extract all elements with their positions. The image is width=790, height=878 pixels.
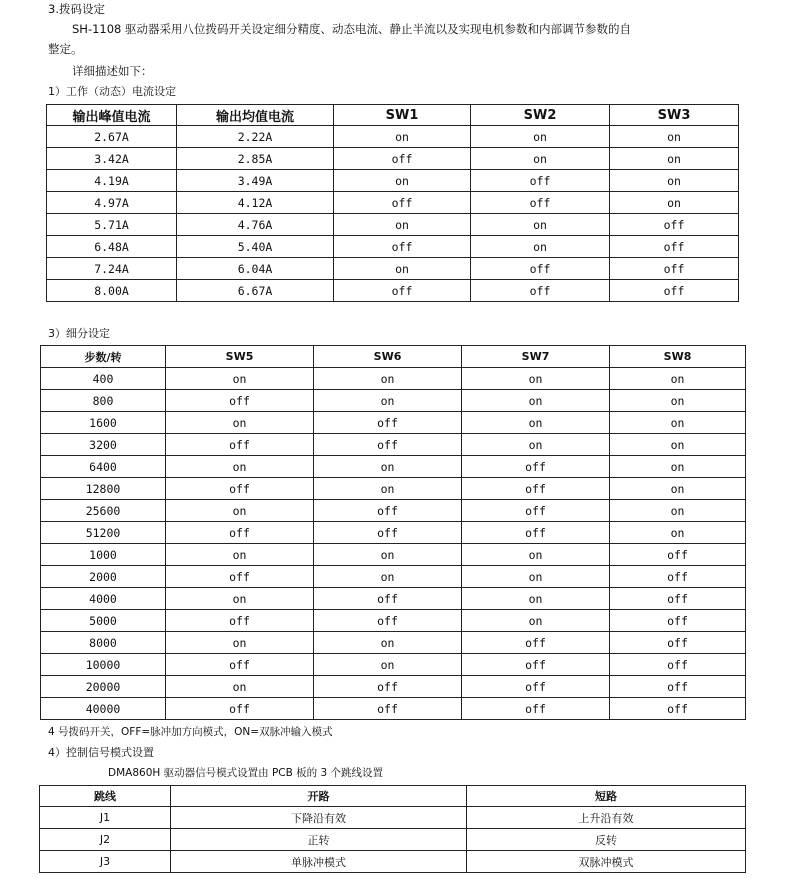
table-cell: on bbox=[334, 258, 471, 280]
table-cell: 51200 bbox=[41, 522, 166, 544]
current-setting-table bbox=[46, 104, 739, 302]
table-cell: 2.85A bbox=[177, 148, 334, 170]
table-cell: 2.22A bbox=[177, 126, 334, 148]
column-header: 跳线 bbox=[40, 786, 171, 807]
column-header: SW1 bbox=[334, 105, 471, 126]
table-row bbox=[41, 610, 746, 632]
table-cell: on bbox=[166, 412, 314, 434]
table-cell: on bbox=[471, 214, 610, 236]
table-cell: on bbox=[471, 236, 610, 258]
table-cell: off bbox=[471, 258, 610, 280]
table-cell: 7.24A bbox=[47, 258, 177, 280]
table-cell: on bbox=[462, 412, 610, 434]
table-cell: off bbox=[314, 412, 462, 434]
table-row bbox=[41, 522, 746, 544]
table-cell: on bbox=[462, 610, 610, 632]
table-cell: off bbox=[610, 258, 739, 280]
table-cell: 6.48A bbox=[47, 236, 177, 258]
jumper-caption: DMA860H 驱动器信号模式设置由 PCB 板的 3 个跳线设置 bbox=[108, 767, 383, 779]
table-cell: on bbox=[166, 500, 314, 522]
table-cell: on bbox=[610, 456, 746, 478]
column-header: 开路 bbox=[171, 786, 467, 807]
table-cell: on bbox=[610, 390, 746, 412]
table-cell: on bbox=[314, 544, 462, 566]
table-cell: off bbox=[334, 192, 471, 214]
table-row bbox=[40, 829, 746, 851]
table-cell: on bbox=[314, 368, 462, 390]
table-row bbox=[47, 148, 739, 170]
intro-paragraph-line2: 整定。 bbox=[48, 42, 83, 56]
column-header: 步数/转 bbox=[41, 346, 166, 368]
table-cell: on bbox=[166, 368, 314, 390]
table-row bbox=[40, 807, 746, 829]
table-cell: off bbox=[610, 610, 746, 632]
table-cell: 25600 bbox=[41, 500, 166, 522]
current-setting-heading: 1）工作（动态）电流设定 bbox=[48, 85, 176, 98]
table-cell: J3 bbox=[40, 851, 171, 873]
table-cell: off bbox=[471, 280, 610, 302]
table-cell: off bbox=[610, 544, 746, 566]
table-cell: 双脉冲模式 bbox=[467, 851, 746, 873]
table-cell: off bbox=[166, 390, 314, 412]
table-cell: off bbox=[314, 500, 462, 522]
column-header: 输出均值电流 bbox=[177, 105, 334, 126]
table-cell: off bbox=[462, 654, 610, 676]
table-row bbox=[41, 456, 746, 478]
table-cell: off bbox=[166, 434, 314, 456]
table-cell: 4.97A bbox=[47, 192, 177, 214]
column-header: SW3 bbox=[610, 105, 739, 126]
table-cell: on bbox=[462, 566, 610, 588]
table-row bbox=[41, 588, 746, 610]
table-cell: off bbox=[314, 588, 462, 610]
table-cell: 12800 bbox=[41, 478, 166, 500]
table-cell: off bbox=[314, 610, 462, 632]
table-cell: off bbox=[334, 236, 471, 258]
table-cell: off bbox=[610, 698, 746, 720]
table-cell: 2000 bbox=[41, 566, 166, 588]
table-cell: 20000 bbox=[41, 676, 166, 698]
table-cell: 1600 bbox=[41, 412, 166, 434]
table-cell: off bbox=[610, 280, 739, 302]
table-cell: 下降沿有效 bbox=[171, 807, 467, 829]
table-cell: on bbox=[610, 148, 739, 170]
table-cell: off bbox=[610, 214, 739, 236]
table-cell: 上升沿有效 bbox=[467, 807, 746, 829]
table-cell: on bbox=[471, 148, 610, 170]
column-header: SW5 bbox=[166, 346, 314, 368]
column-header: SW7 bbox=[462, 346, 610, 368]
table-row bbox=[47, 214, 739, 236]
table-cell: on bbox=[314, 654, 462, 676]
table-cell: off bbox=[462, 500, 610, 522]
table-cell: off bbox=[610, 676, 746, 698]
table-header-row bbox=[47, 105, 739, 126]
table-cell: off bbox=[462, 456, 610, 478]
table-row bbox=[47, 280, 739, 302]
table-cell: on bbox=[334, 214, 471, 236]
jumper-table bbox=[39, 785, 746, 873]
table-cell: on bbox=[610, 434, 746, 456]
table-cell: 1000 bbox=[41, 544, 166, 566]
column-header: 短路 bbox=[467, 786, 746, 807]
table-cell: 4.12A bbox=[177, 192, 334, 214]
table-cell: 6400 bbox=[41, 456, 166, 478]
table-cell: on bbox=[314, 456, 462, 478]
table-cell: on bbox=[610, 522, 746, 544]
table-row bbox=[41, 632, 746, 654]
table-cell: on bbox=[314, 478, 462, 500]
table-cell: 5.40A bbox=[177, 236, 334, 258]
table-cell: 单脉冲模式 bbox=[171, 851, 467, 873]
table-cell: off bbox=[334, 280, 471, 302]
table-cell: off bbox=[610, 566, 746, 588]
table-cell: on bbox=[334, 170, 471, 192]
table-cell: off bbox=[471, 192, 610, 214]
table-row bbox=[41, 412, 746, 434]
table-cell: on bbox=[314, 390, 462, 412]
table-cell: off bbox=[166, 478, 314, 500]
table-cell: 正转 bbox=[171, 829, 467, 851]
table-cell: off bbox=[166, 566, 314, 588]
table-cell: off bbox=[471, 170, 610, 192]
table-cell: 2.67A bbox=[47, 126, 177, 148]
column-header: SW6 bbox=[314, 346, 462, 368]
table-cell: off bbox=[166, 698, 314, 720]
table-cell: on bbox=[610, 412, 746, 434]
table-row bbox=[41, 390, 746, 412]
table-cell: off bbox=[462, 632, 610, 654]
table-cell: on bbox=[610, 192, 739, 214]
table-cell: off bbox=[610, 654, 746, 676]
column-header: SW2 bbox=[471, 105, 610, 126]
table-cell: off bbox=[314, 522, 462, 544]
table-cell: 400 bbox=[41, 368, 166, 390]
microstep-table bbox=[40, 345, 746, 720]
table-row bbox=[41, 654, 746, 676]
table-row bbox=[47, 192, 739, 214]
table-cell: on bbox=[610, 368, 746, 390]
table-cell: off bbox=[610, 588, 746, 610]
column-header: 输出峰值电流 bbox=[47, 105, 177, 126]
table-cell: off bbox=[462, 478, 610, 500]
table-cell: off bbox=[166, 522, 314, 544]
table-cell: 40000 bbox=[41, 698, 166, 720]
table-cell: 3.42A bbox=[47, 148, 177, 170]
table-row bbox=[41, 434, 746, 456]
table-cell: on bbox=[610, 500, 746, 522]
table-cell: 3200 bbox=[41, 434, 166, 456]
sw4-note: 4 号拨码开关，OFF=脉冲加方向模式，ON=双脉冲输入模式 bbox=[48, 726, 333, 738]
table-cell: 800 bbox=[41, 390, 166, 412]
table-cell: 3.49A bbox=[177, 170, 334, 192]
table-cell: on bbox=[462, 390, 610, 412]
table-cell: on bbox=[462, 588, 610, 610]
microstep-heading: 3）细分设定 bbox=[48, 327, 110, 340]
table-row bbox=[41, 676, 746, 698]
table-cell: on bbox=[610, 170, 739, 192]
detail-description-label: 详细描述如下： bbox=[72, 64, 153, 78]
table-cell: on bbox=[166, 632, 314, 654]
table-cell: on bbox=[462, 544, 610, 566]
table-cell: off bbox=[314, 676, 462, 698]
intro-paragraph-line1: SH-1108 驱动器采用八位拨码开关设定细分精度、动态电流、静止半流以及实现电机参数和内部调节参数的自 bbox=[72, 22, 632, 36]
table-cell: off bbox=[166, 610, 314, 632]
table-cell: 6.04A bbox=[177, 258, 334, 280]
table-row bbox=[47, 236, 739, 258]
table-row bbox=[47, 258, 739, 280]
table-header-row bbox=[41, 346, 746, 368]
table-row bbox=[41, 368, 746, 390]
table-cell: on bbox=[166, 676, 314, 698]
table-cell: on bbox=[610, 478, 746, 500]
table-row bbox=[41, 698, 746, 720]
table-cell: off bbox=[462, 698, 610, 720]
table-cell: 4000 bbox=[41, 588, 166, 610]
table-cell: 8000 bbox=[41, 632, 166, 654]
table-cell: off bbox=[314, 434, 462, 456]
table-row bbox=[47, 126, 739, 148]
table-row bbox=[41, 500, 746, 522]
table-row bbox=[41, 478, 746, 500]
table-row bbox=[47, 170, 739, 192]
table-row bbox=[41, 566, 746, 588]
signal-mode-heading: 4）控制信号模式设置 bbox=[48, 746, 154, 759]
table-row bbox=[40, 851, 746, 873]
table-cell: 8.00A bbox=[47, 280, 177, 302]
table-cell: 4.19A bbox=[47, 170, 177, 192]
table-cell: 6.67A bbox=[177, 280, 334, 302]
table-cell: 10000 bbox=[41, 654, 166, 676]
table-cell: off bbox=[462, 676, 610, 698]
table-cell: on bbox=[334, 126, 471, 148]
table-cell: off bbox=[462, 522, 610, 544]
table-cell: off bbox=[334, 148, 471, 170]
table-cell: 5.71A bbox=[47, 214, 177, 236]
table-cell: 5000 bbox=[41, 610, 166, 632]
table-cell: on bbox=[166, 544, 314, 566]
table-cell: off bbox=[610, 632, 746, 654]
table-cell: on bbox=[462, 434, 610, 456]
table-cell: on bbox=[314, 632, 462, 654]
table-cell: off bbox=[314, 698, 462, 720]
table-header-row bbox=[40, 786, 746, 807]
table-cell: on bbox=[610, 126, 739, 148]
table-cell: on bbox=[166, 456, 314, 478]
table-cell: off bbox=[610, 236, 739, 258]
table-cell: on bbox=[166, 588, 314, 610]
table-cell: 反转 bbox=[467, 829, 746, 851]
table-cell: on bbox=[462, 368, 610, 390]
table-cell: off bbox=[166, 654, 314, 676]
table-cell: J1 bbox=[40, 807, 171, 829]
table-cell: 4.76A bbox=[177, 214, 334, 236]
table-cell: on bbox=[314, 566, 462, 588]
table-cell: J2 bbox=[40, 829, 171, 851]
column-header: SW8 bbox=[610, 346, 746, 368]
table-cell: on bbox=[471, 126, 610, 148]
table-row bbox=[41, 544, 746, 566]
section-title: 3.拨码设定 bbox=[48, 2, 105, 16]
